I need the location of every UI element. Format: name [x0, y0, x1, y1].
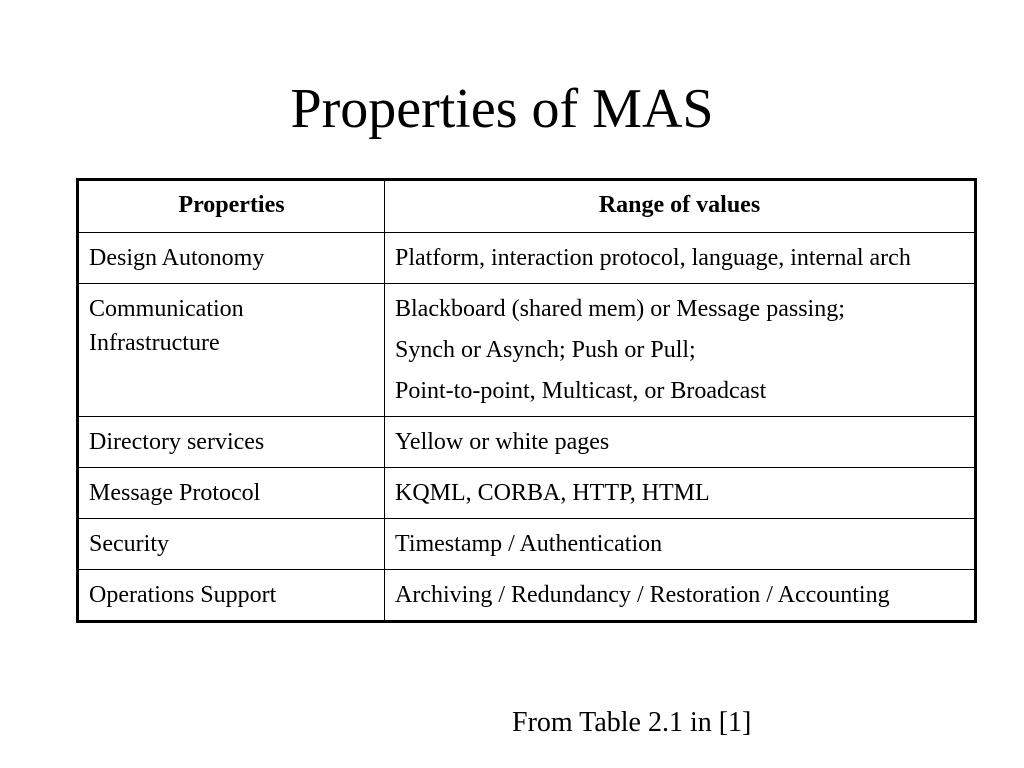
property-cell: Design Autonomy: [78, 233, 385, 284]
property-cell: Security: [78, 519, 385, 570]
property-cell: Directory services: [78, 417, 385, 468]
column-header-properties: Properties: [78, 180, 385, 233]
table-row: [78, 468, 976, 519]
values-cell: [385, 417, 976, 468]
table-row: [78, 570, 976, 622]
values-cell: [385, 468, 976, 519]
value-line: KQML, CORBA, HTTP, HTML: [395, 480, 710, 506]
value-line: Point-to-point, Multicast, or Broadcast: [395, 378, 767, 404]
value-line: Synch or Asynch; Push or Pull;: [395, 337, 696, 363]
slide-title: Properties of MAS: [290, 78, 714, 140]
properties-table: [76, 178, 977, 623]
values-cell: [385, 233, 976, 284]
values-cell: [385, 284, 976, 417]
column-header-range-of-values: Range of values: [385, 180, 976, 233]
table-row: [78, 417, 976, 468]
value-line: Blackboard (shared mem) or Message passing;: [395, 296, 845, 322]
source-footnote: From Table 2.1 in [1]: [512, 707, 752, 738]
table-row: [78, 519, 976, 570]
value-line: Yellow or white pages: [395, 429, 610, 455]
property-cell: Operations Support: [78, 570, 385, 622]
value-line: Archiving / Redundancy / Restoration / Accounting: [395, 582, 890, 608]
property-cell: Message Protocol: [78, 468, 385, 519]
value-line: Platform, interaction protocol, language, internal arch: [395, 245, 911, 271]
table-row: [78, 233, 976, 284]
table-header-row: [78, 180, 976, 233]
property-cell: Communication Infrastructure: [78, 284, 385, 417]
table-row: [78, 284, 976, 417]
values-cell: [385, 519, 976, 570]
values-cell: [385, 570, 976, 622]
value-line: Timestamp / Authentication: [395, 531, 663, 557]
